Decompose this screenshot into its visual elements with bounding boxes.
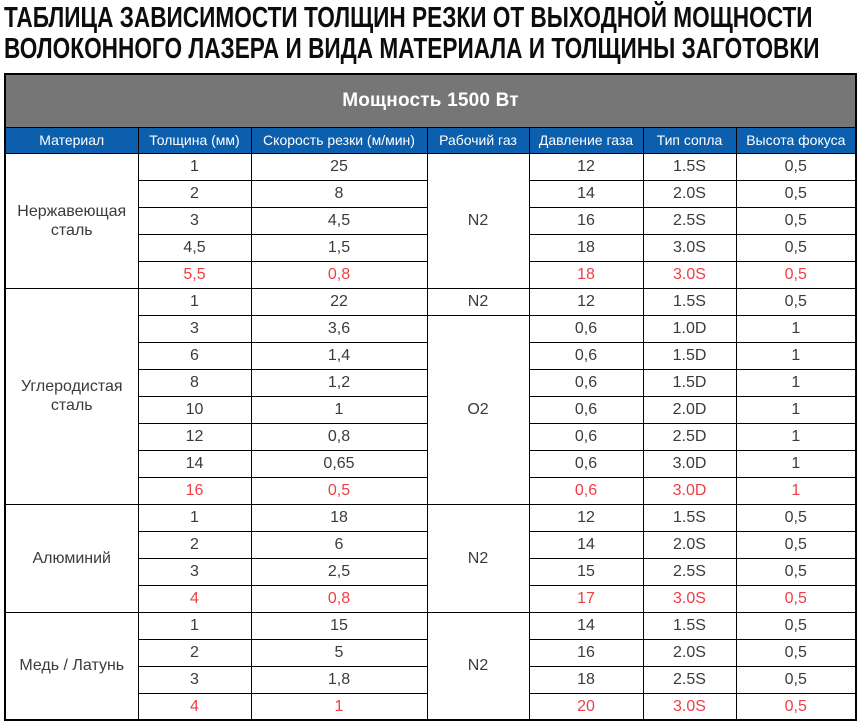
nozzle-cell: 2.0S: [643, 639, 736, 666]
power-header: Мощность 1500 Вт: [5, 74, 856, 127]
speed-cell: 1: [251, 693, 427, 720]
focus-cell: 0,5: [736, 153, 856, 180]
speed-cell: 22: [251, 288, 427, 315]
speed-cell: 3,6: [251, 315, 427, 342]
speed-cell: 18: [251, 504, 427, 531]
focus-cell: 0,5: [736, 180, 856, 207]
nozzle-cell: 1.0D: [643, 315, 736, 342]
focus-cell: 0,5: [736, 666, 856, 693]
gas-cell: O2: [427, 315, 529, 504]
pressure-cell: 12: [529, 153, 643, 180]
column-header-0: Материал: [5, 127, 138, 153]
focus-cell: 0,5: [736, 693, 856, 720]
column-header-5: Тип сопла: [643, 127, 736, 153]
thickness-cell: 14: [138, 450, 251, 477]
focus-cell: 1: [736, 423, 856, 450]
gas-cell: N2: [427, 504, 529, 612]
speed-cell: 1: [251, 396, 427, 423]
speed-cell: 0,65: [251, 450, 427, 477]
thickness-cell: 8: [138, 369, 251, 396]
focus-cell: 1: [736, 342, 856, 369]
pressure-cell: 0,6: [529, 396, 643, 423]
thickness-cell: 4: [138, 693, 251, 720]
pressure-cell: 16: [529, 207, 643, 234]
thickness-cell: 6: [138, 342, 251, 369]
focus-cell: 0,5: [736, 531, 856, 558]
speed-cell: 0,8: [251, 585, 427, 612]
column-header-2: Скорость резки (м/мин): [251, 127, 427, 153]
speed-cell: 1,5: [251, 234, 427, 261]
speed-cell: 2,5: [251, 558, 427, 585]
column-header-row: [5, 127, 856, 153]
nozzle-cell: 1.5D: [643, 369, 736, 396]
thickness-cell: 3: [138, 666, 251, 693]
speed-cell: 25: [251, 153, 427, 180]
material-cell: Алюминий: [5, 504, 138, 612]
pressure-cell: 12: [529, 504, 643, 531]
pressure-cell: 18: [529, 234, 643, 261]
pressure-cell: 0,6: [529, 477, 643, 504]
column-header-3: Рабочий газ: [427, 127, 529, 153]
table-row: [5, 288, 856, 315]
pressure-cell: 20: [529, 693, 643, 720]
table-row: [5, 504, 856, 531]
nozzle-cell: 3.0S: [643, 261, 736, 288]
thickness-cell: 16: [138, 477, 251, 504]
gas-cell: N2: [427, 153, 529, 288]
nozzle-cell: 1.5S: [643, 504, 736, 531]
material-cell: Нержавеющая сталь: [5, 153, 138, 288]
focus-cell: 0,5: [736, 234, 856, 261]
column-header-6: Высота фокуса: [736, 127, 856, 153]
pressure-cell: 0,6: [529, 423, 643, 450]
laser-cutting-table: [4, 73, 857, 721]
nozzle-cell: 2.0S: [643, 531, 736, 558]
focus-cell: 0,5: [736, 207, 856, 234]
speed-cell: 15: [251, 612, 427, 639]
speed-cell: 8: [251, 180, 427, 207]
thickness-cell: 5,5: [138, 261, 251, 288]
speed-cell: 1,8: [251, 666, 427, 693]
nozzle-cell: 1.5D: [643, 342, 736, 369]
speed-cell: 0,8: [251, 423, 427, 450]
focus-cell: 0,5: [736, 288, 856, 315]
thickness-cell: 1: [138, 612, 251, 639]
thickness-cell: 3: [138, 558, 251, 585]
pressure-cell: 17: [529, 585, 643, 612]
speed-cell: 0,8: [251, 261, 427, 288]
table-row: [5, 612, 856, 639]
thickness-cell: 10: [138, 396, 251, 423]
nozzle-cell: 3.0S: [643, 234, 736, 261]
nozzle-cell: 2.5S: [643, 558, 736, 585]
thickness-cell: 4: [138, 585, 251, 612]
speed-cell: 1,4: [251, 342, 427, 369]
speed-cell: 5: [251, 639, 427, 666]
nozzle-cell: 3.0D: [643, 450, 736, 477]
focus-cell: 1: [736, 315, 856, 342]
pressure-cell: 14: [529, 612, 643, 639]
nozzle-cell: 1.5S: [643, 288, 736, 315]
focus-cell: 1: [736, 396, 856, 423]
thickness-cell: 4,5: [138, 234, 251, 261]
thickness-cell: 3: [138, 207, 251, 234]
nozzle-cell: 3.0S: [643, 585, 736, 612]
page-title-line-1: ТАБЛИЦА ЗАВИСИМОСТИ ТОЛЩИН РЕЗКИ ОТ ВЫХОДНОЙ МОЩНОСТИ: [4, 2, 813, 34]
pressure-cell: 15: [529, 558, 643, 585]
focus-cell: 1: [736, 369, 856, 396]
pressure-cell: 0,6: [529, 369, 643, 396]
thickness-cell: 1: [138, 153, 251, 180]
pressure-cell: 16: [529, 639, 643, 666]
pressure-cell: 12: [529, 288, 643, 315]
nozzle-cell: 2.0D: [643, 396, 736, 423]
speed-cell: 6: [251, 531, 427, 558]
thickness-cell: 2: [138, 531, 251, 558]
focus-cell: 0,5: [736, 639, 856, 666]
thickness-cell: 1: [138, 504, 251, 531]
material-cell: Углеродистая сталь: [5, 288, 138, 504]
thickness-cell: 12: [138, 423, 251, 450]
nozzle-cell: 2.5S: [643, 207, 736, 234]
nozzle-cell: 2.0S: [643, 180, 736, 207]
focus-cell: 0,5: [736, 504, 856, 531]
column-header-4: Давление газа: [529, 127, 643, 153]
nozzle-cell: 2.5S: [643, 666, 736, 693]
pressure-cell: 18: [529, 261, 643, 288]
thickness-cell: 2: [138, 180, 251, 207]
nozzle-cell: 2.5D: [643, 423, 736, 450]
nozzle-cell: 3.0S: [643, 693, 736, 720]
pressure-cell: 18: [529, 666, 643, 693]
table-row: [5, 153, 856, 180]
pressure-cell: 0,6: [529, 450, 643, 477]
thickness-cell: 3: [138, 315, 251, 342]
pressure-cell: 0,6: [529, 342, 643, 369]
column-header-1: Толщина (мм): [138, 127, 251, 153]
pressure-cell: 14: [529, 180, 643, 207]
speed-cell: 0,5: [251, 477, 427, 504]
speed-cell: 4,5: [251, 207, 427, 234]
focus-cell: 1: [736, 450, 856, 477]
gas-cell: N2: [427, 288, 529, 315]
focus-cell: 0,5: [736, 261, 856, 288]
gas-cell: N2: [427, 612, 529, 720]
power-header-row: [5, 74, 856, 127]
focus-cell: 1: [736, 477, 856, 504]
pressure-cell: 0,6: [529, 315, 643, 342]
thickness-cell: 1: [138, 288, 251, 315]
nozzle-cell: 3.0D: [643, 477, 736, 504]
nozzle-cell: 1.5S: [643, 612, 736, 639]
focus-cell: 0,5: [736, 558, 856, 585]
material-cell: Медь / Латунь: [5, 612, 138, 720]
speed-cell: 1,2: [251, 369, 427, 396]
focus-cell: 0,5: [736, 612, 856, 639]
thickness-cell: 2: [138, 639, 251, 666]
page-title: [0, 0, 859, 65]
pressure-cell: 14: [529, 531, 643, 558]
nozzle-cell: 1.5S: [643, 153, 736, 180]
focus-cell: 0,5: [736, 585, 856, 612]
page-title-line-2: ВОЛОКОННОГО ЛАЗЕРА И ВИДА МАТЕРИАЛА И ТОЛЩИНЫ ЗАГОТОВКИ: [4, 33, 820, 65]
